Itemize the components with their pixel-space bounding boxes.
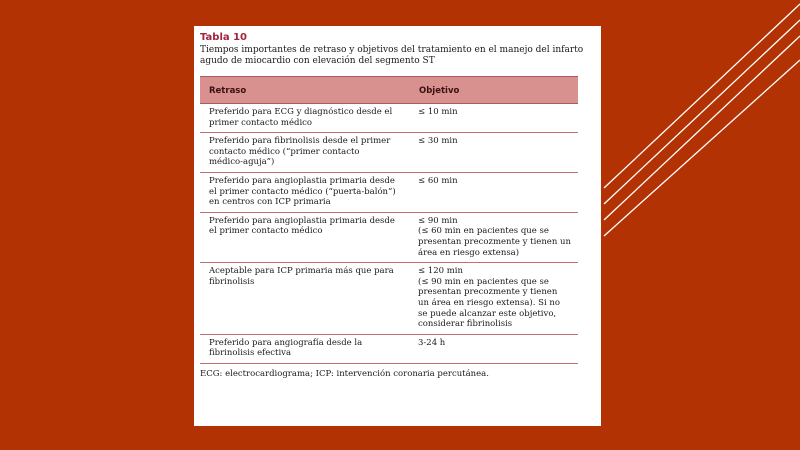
goal-cell: ≤ 90 min (≤ 60 min en pacientes que se presentan precozmente y tienen un área en riesgo extensa)	[410, 212, 578, 262]
delay-cell: Preferido para fibrinolisis desde el primer contacto médico (“primer contacto médico-aguja”)	[200, 133, 410, 173]
table-header-row	[200, 77, 578, 104]
table-label: Tabla 10	[200, 32, 248, 43]
table-row	[200, 104, 578, 133]
table-row	[200, 212, 578, 262]
table-row	[200, 172, 578, 212]
table-row	[200, 263, 578, 335]
table-card	[194, 26, 601, 426]
table-caption: Tiempos importantes de retraso y objetivos del tratamiento en el manejo del infarto agudo de miocardio con elevación del segmento ST	[200, 45, 584, 66]
delay-cell: Preferido para angioplastia primaria desde el primer contacto médico	[200, 212, 410, 262]
goal-cell: ≤ 10 min	[410, 104, 578, 133]
header-delay: Retraso	[200, 77, 410, 104]
delay-cell: Preferido para angioplastia primaria desde el primer contacto médico (“puerta-balón”) en centros con ICP primaria	[200, 172, 410, 212]
goal-cell: ≤ 30 min	[410, 133, 578, 173]
delay-goals-table	[200, 76, 578, 364]
goal-cell: 3-24 h	[410, 334, 578, 363]
goal-cell: ≤ 120 min (≤ 90 min en pacientes que se presentan precozmente y tienen un área en riesgo extensa). Si no se puede alcanzar este objetivo, considerar fibrinolisis	[410, 263, 578, 335]
delay-cell: Preferido para ECG y diagnóstico desde el primer contacto médico	[200, 104, 410, 133]
table-row	[200, 334, 578, 363]
table-row	[200, 133, 578, 173]
delay-cell: Aceptable para ICP primaria más que para fibrinolisis	[200, 263, 410, 335]
header-goal: Objetivo	[410, 77, 578, 104]
goal-cell: ≤ 60 min	[410, 172, 578, 212]
delay-cell: Preferido para angiografía desde la fibrinolisis efectiva	[200, 334, 410, 363]
table-footnote: ECG: electrocardiograma; ICP: intervención coronaria percutánea.	[200, 368, 489, 379]
